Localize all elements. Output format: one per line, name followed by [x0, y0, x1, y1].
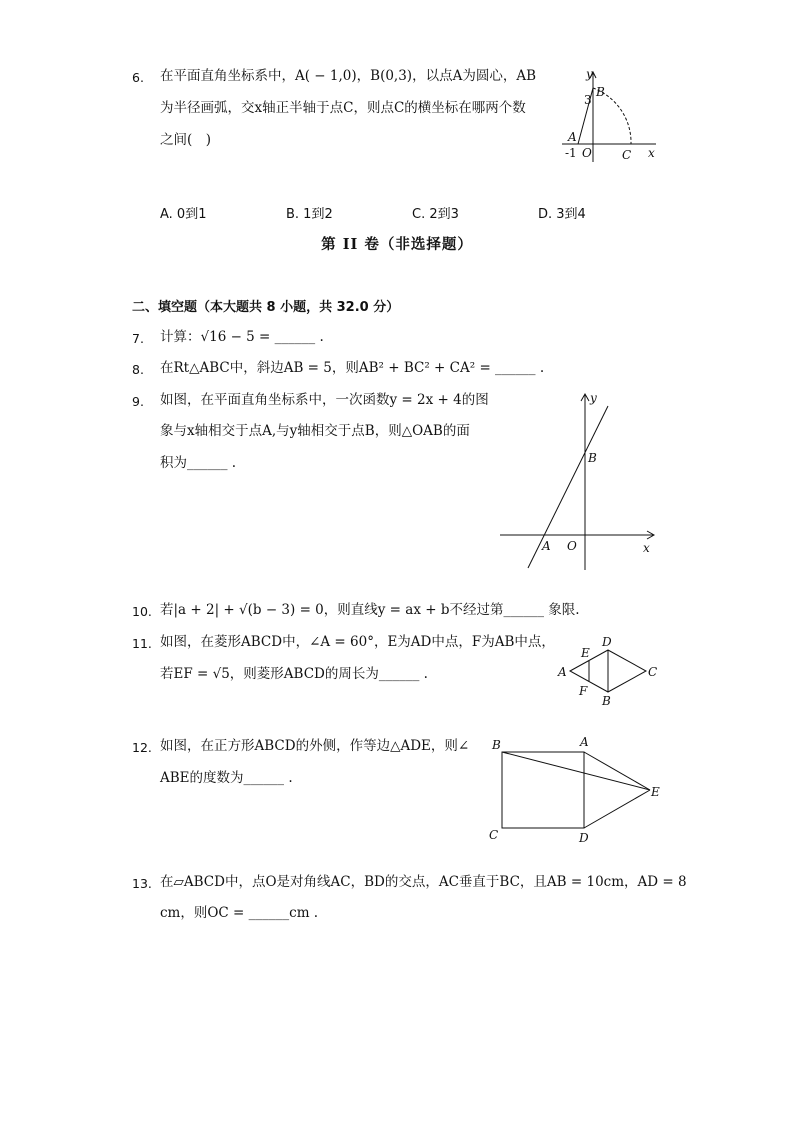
question-text-line: 在平面直角坐标系中，A( − 1,0)，B(0,3)，以点A为圆心，AB	[160, 68, 536, 84]
question-text-line: 在Rt△ABC中，斜边AB = 5，则AB² + BC² + CA² = ______ .	[160, 360, 545, 376]
q11-figure	[554, 630, 664, 710]
question-number: 9.	[132, 394, 144, 409]
question-text-line: 在▱ABCD中，点O是对角线AC，BD的交点，AC垂直于BC，且AB = 10cm，AD = 8	[160, 874, 687, 890]
question-number: 8.	[132, 362, 144, 377]
option-d: D. 3到4	[538, 207, 586, 222]
question-text-line: cm，则OC = ______cm .	[160, 905, 319, 921]
question-text-line: 之间( )	[160, 132, 212, 148]
label-d: D	[602, 635, 612, 649]
q6-figure	[560, 62, 664, 166]
option-a: A. 0到1	[160, 207, 207, 222]
question-number: 10.	[132, 604, 152, 619]
question-text-line: 象与x轴相交于点A,与y轴相交于点B，则△OAB的面	[160, 423, 470, 439]
question-number: 7.	[132, 331, 144, 346]
question-text-line: 如图，在平面直角坐标系中，一次函数y = 2x + 4的图	[160, 392, 489, 408]
label-x: x	[643, 541, 650, 555]
label-a: A	[542, 539, 551, 553]
label-b: B	[588, 451, 597, 465]
label-a: A	[558, 665, 567, 679]
question-text-line: 若|a + 2| + √(b − 3) = 0，则直线y = ax + b不经过第______ 象限.	[160, 602, 580, 618]
label-e: E	[651, 785, 660, 799]
label-neg1: -1	[565, 146, 577, 160]
square-abcd	[502, 752, 584, 828]
segment-be	[502, 752, 650, 790]
label-c: C	[648, 665, 658, 679]
segment-ae	[584, 752, 650, 790]
label-b: B	[602, 694, 611, 708]
question-text-line: 积为______ .	[160, 455, 237, 471]
option-c: C. 2到3	[412, 207, 459, 222]
label-c: C	[489, 828, 499, 842]
label-a: A	[568, 130, 577, 144]
label-x: x	[648, 146, 655, 160]
question-number: 13.	[132, 876, 152, 891]
label-f: F	[579, 684, 588, 698]
question-number: 11.	[132, 636, 152, 651]
question-text-line: 为半径画弧，交x轴正半轴于点C，则点C的横坐标在哪两个数	[160, 100, 526, 116]
question-text-line: 如图，在正方形ABCD的外侧，作等边△ADE，则∠	[160, 738, 470, 754]
label-three: 3	[584, 93, 592, 107]
label-e: E	[581, 646, 590, 660]
section-heading: 二、填空题（本大题共 8 小题，共 32.0 分）	[132, 300, 400, 315]
option-b: B. 1到2	[286, 207, 333, 222]
label-o: O	[582, 146, 592, 160]
question-text-line: ABE的度数为______ .	[160, 770, 293, 786]
label-c: C	[622, 148, 632, 162]
label-o: O	[567, 539, 577, 553]
question-number: 6.	[132, 70, 144, 85]
label-y: y	[586, 67, 593, 81]
label-d: D	[579, 831, 589, 845]
segment-de	[584, 790, 650, 828]
part-title: 第 II 卷（非选择题）	[321, 236, 473, 253]
q12-figure	[484, 732, 668, 848]
label-b: B	[596, 85, 605, 99]
label-b: B	[492, 738, 501, 752]
label-y: y	[590, 391, 597, 405]
question-number: 12.	[132, 740, 152, 755]
question-text-line: 如图，在菱形ABCD中，∠A = 60°，E为AD中点，F为AB中点，	[160, 634, 555, 650]
question-text-line: 计算：√16 − 5 = ______ .	[160, 329, 324, 345]
label-a: A	[580, 735, 589, 749]
question-text-line: 若EF = √5，则菱形ABCD的周长为______ .	[160, 666, 428, 682]
q9-figure	[496, 390, 666, 572]
